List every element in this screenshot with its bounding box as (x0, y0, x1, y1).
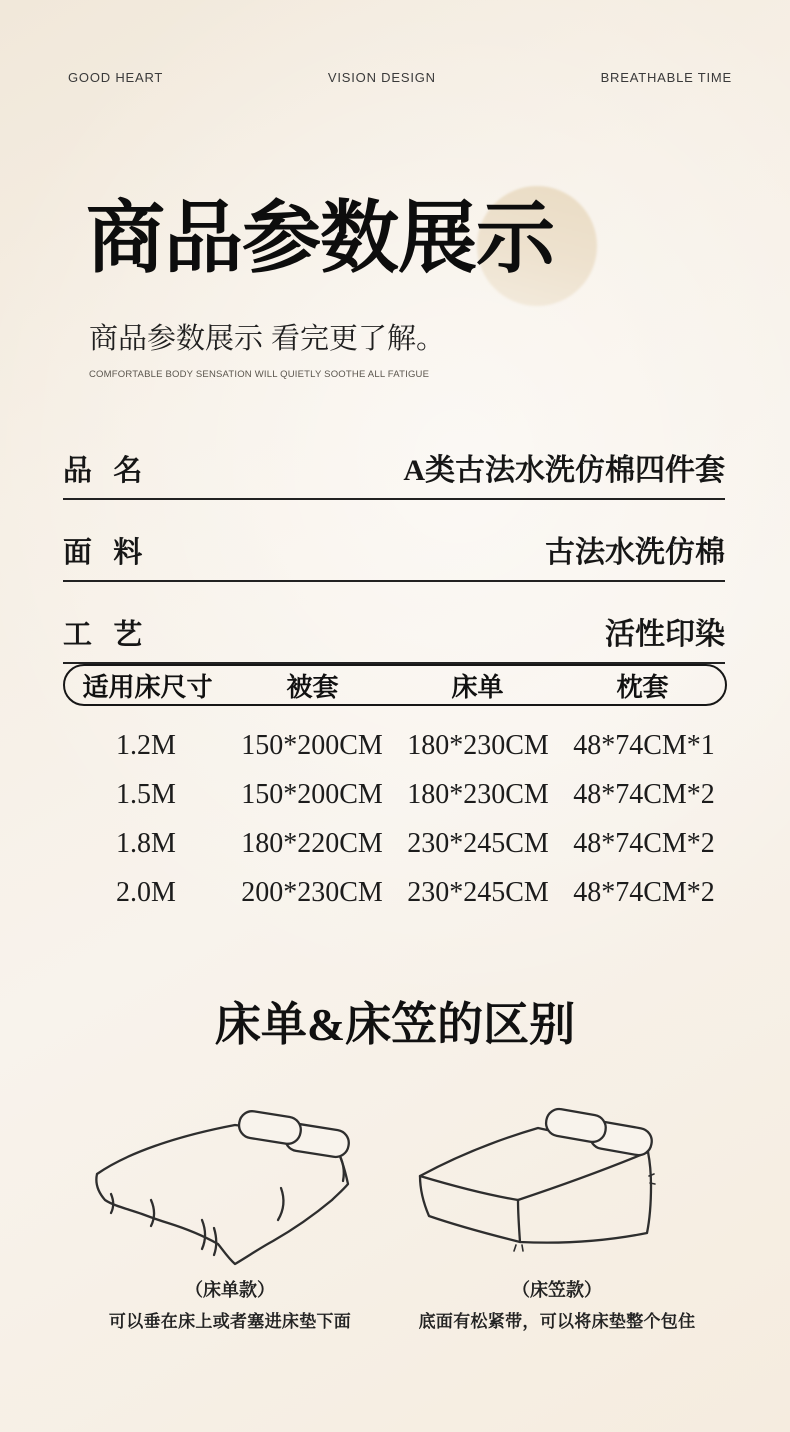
cell-duvet-cover: 180*220CM (241, 827, 383, 859)
fitted-sheet-bed-illustration (412, 1096, 702, 1270)
fitted-sheet-figure (380, 1096, 734, 1332)
page-subtitle: 商品参数展示 看完更了解。 (89, 323, 446, 355)
cell-pillowcase: 48*74CM*1 (573, 729, 715, 761)
table-row (63, 721, 727, 770)
size-table-header (63, 664, 727, 706)
spec-list (63, 445, 725, 664)
comparison-section-title: 床单&床笠的区别 (214, 999, 576, 1050)
page-title: 商品参数展示 (86, 196, 554, 283)
spec-value: 古法水洗仿棉 (545, 536, 725, 569)
cell-pillowcase: 48*74CM*2 (573, 778, 715, 810)
column-header-duvet-cover: 被套 (286, 672, 339, 702)
figure-description: 底面有松紧带，可以将床垫整个包住 (418, 1312, 696, 1331)
header-left-text: GOOD HEART (68, 70, 164, 85)
column-header-pillowcase: 枕套 (616, 672, 669, 702)
table-row (63, 770, 727, 819)
cell-pillowcase: 48*74CM*2 (573, 876, 715, 908)
spec-label: 品 名 (63, 455, 143, 487)
spec-row-craft (63, 609, 725, 664)
table-row (63, 819, 727, 868)
size-table (63, 664, 727, 917)
spec-value: 活性印染 (605, 618, 725, 651)
header-right-text: BREATHABLE TIME (600, 70, 732, 85)
cell-sheet: 180*230CM (407, 729, 549, 761)
cell-duvet-cover: 150*200CM (241, 729, 383, 761)
cell-bed-size: 2.0M (116, 876, 176, 908)
size-table-body (63, 721, 727, 917)
cell-sheet: 230*245CM (407, 876, 549, 908)
cell-bed-size: 1.2M (116, 729, 176, 761)
figure-description: 可以垂在床上或者塞进床垫下面 (108, 1312, 352, 1331)
top-header (68, 70, 732, 85)
cell-duvet-cover: 150*200CM (241, 778, 383, 810)
cell-duvet-cover: 200*230CM (241, 876, 383, 908)
column-header-bed-size: 适用床尺寸 (82, 672, 213, 702)
spec-label: 工 艺 (63, 619, 143, 651)
figure-name: （床笠款） (512, 1280, 602, 1300)
flat-sheet-figure (40, 1096, 420, 1332)
cell-sheet: 180*230CM (407, 778, 549, 810)
flat-sheet-bed-illustration (85, 1096, 375, 1270)
spec-row-fabric (63, 527, 725, 582)
spec-row-name (63, 445, 725, 500)
table-row (63, 868, 727, 917)
cell-pillowcase: 48*74CM*2 (573, 827, 715, 859)
cell-sheet: 230*245CM (407, 827, 549, 859)
cell-bed-size: 1.5M (116, 778, 176, 810)
english-tagline: COMFORTABLE BODY SENSATION WILL QUIETLY SOOTHE ALL FATIGUE (89, 369, 430, 380)
header-center-text: VISION DESIGN (327, 70, 436, 85)
spec-value: A类古法水洗仿棉四件套 (403, 454, 725, 487)
column-header-sheet: 床单 (451, 672, 504, 702)
spec-label: 面 料 (63, 537, 143, 569)
cell-bed-size: 1.8M (116, 827, 176, 859)
figure-name: （床单款） (185, 1280, 275, 1300)
